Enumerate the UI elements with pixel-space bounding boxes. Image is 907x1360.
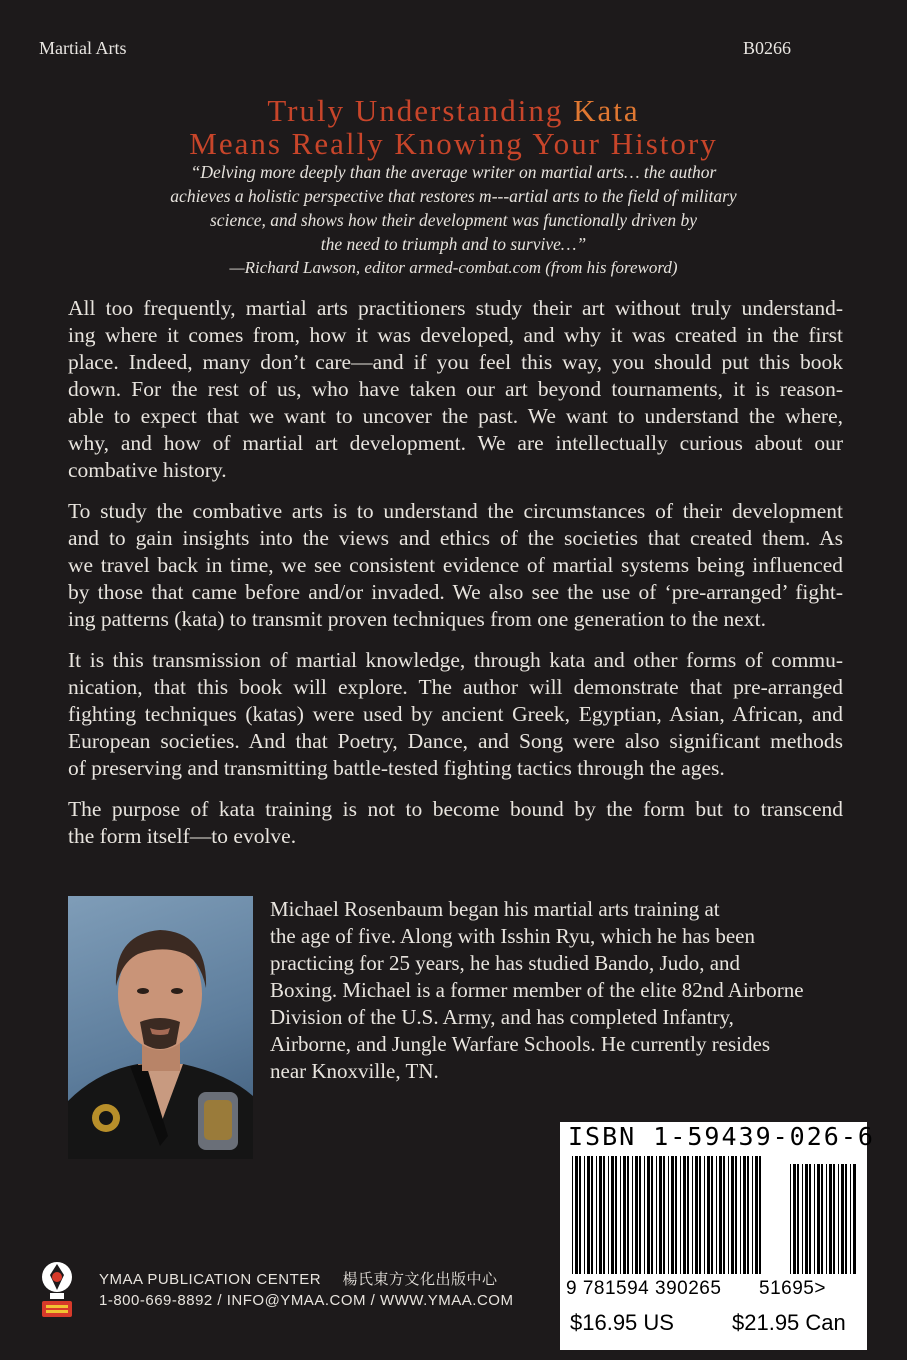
quote-line: science, and shows how their development was functionally driven by <box>210 210 697 230</box>
barcode-bar <box>797 1164 799 1274</box>
barcode-bar <box>793 1164 796 1274</box>
barcode-bar <box>829 1164 832 1274</box>
barcode-bar <box>790 1164 791 1274</box>
author-bio <box>270 896 810 1085</box>
barcode-bar <box>668 1156 669 1274</box>
barcode-bar <box>599 1156 602 1274</box>
paragraph-3 <box>68 647 843 782</box>
barcode-bar <box>853 1164 856 1274</box>
barcode-bar <box>735 1156 737 1274</box>
paragraph-1 <box>68 295 843 484</box>
barcode-bar <box>692 1156 693 1274</box>
barcode-bar <box>695 1156 698 1274</box>
barcode-bar <box>575 1156 578 1274</box>
barcode-bar <box>719 1156 722 1274</box>
barcode-bar <box>596 1156 597 1274</box>
product-code: B0266 <box>743 38 792 58</box>
barcode-bar <box>584 1156 585 1274</box>
text-line: place. Indeed, many don’t care—and if you feel this way, you should put this book <box>68 350 843 374</box>
barcode-bar <box>639 1156 641 1274</box>
barcode-bar <box>623 1156 626 1274</box>
bio-line: Boxing. Michael is a former member of the elite 82nd Airborne <box>270 978 804 1002</box>
addon-digits: 51695 <box>759 1278 815 1299</box>
barcode-bar <box>711 1156 713 1274</box>
bio-line: Division of the U.S. Army, and has completed Infantry, <box>270 1005 734 1029</box>
barcode-digits <box>566 1278 826 1300</box>
barcode-bar <box>814 1164 815 1274</box>
barcode-bar <box>716 1156 717 1274</box>
barcode-bar <box>821 1164 823 1274</box>
barcode-bar <box>747 1156 749 1274</box>
text-line: European societies. And that Poetry, Dance, and Song were also significant methods <box>68 729 843 753</box>
isbn-text: ISBN 1-59439-026-6 <box>568 1122 875 1151</box>
text-line: able to expect that we want to uncover the past. We want to understand the where, <box>68 404 843 428</box>
author-portrait-image <box>68 896 253 1159</box>
barcode-bar <box>627 1156 629 1274</box>
ymaa-logo-icon <box>28 1255 86 1325</box>
barcode-bar <box>680 1156 681 1274</box>
barcode-bar <box>651 1156 653 1274</box>
bio-line: near Knoxville, TN. <box>270 1059 439 1083</box>
text-line: ing patterns (kata) to transmit proven techniques from one generation to the next. <box>68 607 766 631</box>
barcode-bar <box>704 1156 705 1274</box>
barcode-bar <box>707 1156 710 1274</box>
barcode-bar <box>591 1156 593 1274</box>
barcode-bar <box>731 1156 734 1274</box>
barcode-bar <box>802 1164 803 1274</box>
barcode-bar <box>687 1156 689 1274</box>
text-line: It is this transmission of martial knowledge, through kata and other forms of commu- <box>68 648 843 672</box>
quote-line: achieves a holistic perspective that restores m---artial arts to the field of military <box>170 186 737 206</box>
addon-marker: > <box>814 1278 826 1299</box>
barcode-bar <box>644 1156 645 1274</box>
barcode-bar <box>608 1156 609 1274</box>
barcode-bar <box>615 1156 617 1274</box>
barcode-bar <box>675 1156 677 1274</box>
barcode-bar <box>671 1156 674 1274</box>
bio-line: the age of five. Along with Isshin Ryu, which he has been <box>270 924 755 948</box>
text-line: down. For the rest of us, who have taken our art beyond tournaments, it is reason- <box>68 377 843 401</box>
quote-line: the need to triumph and to survive…” <box>320 234 587 254</box>
publisher-name <box>99 1268 497 1289</box>
text-line: the form itself—to evolve. <box>68 824 297 848</box>
barcode-bar <box>683 1156 686 1274</box>
paragraph-2 <box>68 498 843 633</box>
text-line: All too frequently, martial arts practitioners study their art without truly understand- <box>68 296 843 320</box>
headline-emphasis: Kata <box>573 93 640 128</box>
barcode-bar <box>603 1156 605 1274</box>
barcode-bar <box>611 1156 614 1274</box>
publisher-chinese-name: 楊氏東方文化出版中心 <box>342 1270 498 1288</box>
barcode-bar <box>620 1156 621 1274</box>
barcode-bar <box>579 1156 581 1274</box>
text-line: The purpose of kata training is not to become bound by the form but to transcend <box>68 797 843 821</box>
ymaa-logo <box>28 1255 86 1325</box>
barcode-bar <box>587 1156 590 1274</box>
barcode-bar <box>728 1156 729 1274</box>
text-line: we travel back in time, we see consistent evidence of martial systems being influenced <box>68 553 843 577</box>
endorsement-quote <box>100 160 807 280</box>
text-line: fighting techniques (katas) were used by ancient Greek, Egyptian, Asian, African, and <box>68 702 843 726</box>
author-photo <box>68 896 253 1159</box>
publisher-contact: 1-800-669-8892 / INFO@YMAA.COM / WWW.YMAA.COM <box>99 1292 514 1309</box>
text-line: why, and how of martial art development. We are intellectually curious about our <box>68 431 843 455</box>
barcode-bar <box>743 1156 746 1274</box>
barcode-bar <box>805 1164 808 1274</box>
text-line: nication, that this book will explore. The author will demonstrate that pre-arranged <box>68 675 843 699</box>
barcode-bar <box>752 1156 753 1274</box>
description <box>68 295 843 864</box>
barcode-bar <box>699 1156 701 1274</box>
bio-line: Michael Rosenbaum began his martial arts training at <box>270 897 720 921</box>
barcode-bar <box>635 1156 638 1274</box>
text-line: and to gain insights into the views and ethics of the societies that created them. As <box>68 526 843 550</box>
barcode-bars <box>568 1156 860 1276</box>
barcode-bar <box>632 1156 633 1274</box>
barcode-bar <box>723 1156 725 1274</box>
barcode-bar <box>572 1156 573 1274</box>
barcode-bar <box>845 1164 847 1274</box>
price-can: $21.95 Can <box>732 1310 846 1335</box>
barcode-bar <box>841 1164 844 1274</box>
barcode-bar <box>826 1164 827 1274</box>
barcode-bar <box>759 1156 761 1274</box>
text-line: of preserving and transmitting battle-tested fighting tactics through the ages. <box>68 756 725 780</box>
publisher-english-name: YMAA PUBLICATION CENTER <box>99 1271 322 1288</box>
text-line: To study the combative arts is to understand the circumstances of their development <box>68 499 843 523</box>
headline-line-1 <box>0 95 907 127</box>
barcode-bar <box>817 1164 820 1274</box>
bio-line: Airborne, and Jungle Warfare Schools. He currently resides <box>270 1032 771 1056</box>
barcode-bar <box>659 1156 662 1274</box>
barcode-panel <box>560 1122 875 1350</box>
text-line: by those that came before and/or invaded. We also see the use of ‘pre-arranged’ fight- <box>68 580 843 604</box>
barcode-bar <box>663 1156 665 1274</box>
barcode-bar <box>809 1164 811 1274</box>
text-line: combative history. <box>68 458 227 482</box>
price-us: $16.95 US <box>570 1310 674 1335</box>
paragraph-4 <box>68 796 843 850</box>
barcode-bar <box>755 1156 758 1274</box>
barcode-bar <box>833 1164 835 1274</box>
headline-line-2: Means Really Knowing Your History <box>189 126 718 161</box>
text-line: ing where it comes from, how it was developed, and why it was created in the first <box>68 323 843 347</box>
barcode-bar <box>647 1156 650 1274</box>
ean-digits: 9 781594 390265 <box>566 1278 722 1299</box>
barcode-bar <box>838 1164 839 1274</box>
category-label: Martial Arts <box>39 38 127 58</box>
quote-attribution: —Richard Lawson, editor armed-combat.com (from his foreword) <box>229 258 678 277</box>
barcode-bar <box>740 1156 741 1274</box>
barcode-bar <box>656 1156 657 1274</box>
barcode-bar <box>850 1164 851 1274</box>
quote-line: “Delving more deeply than the average writer on martial arts… the author <box>190 162 717 182</box>
headline-prefix: Truly Understanding <box>267 93 574 128</box>
bio-line: practicing for 25 years, he has studied Bando, Judo, and <box>270 951 741 975</box>
